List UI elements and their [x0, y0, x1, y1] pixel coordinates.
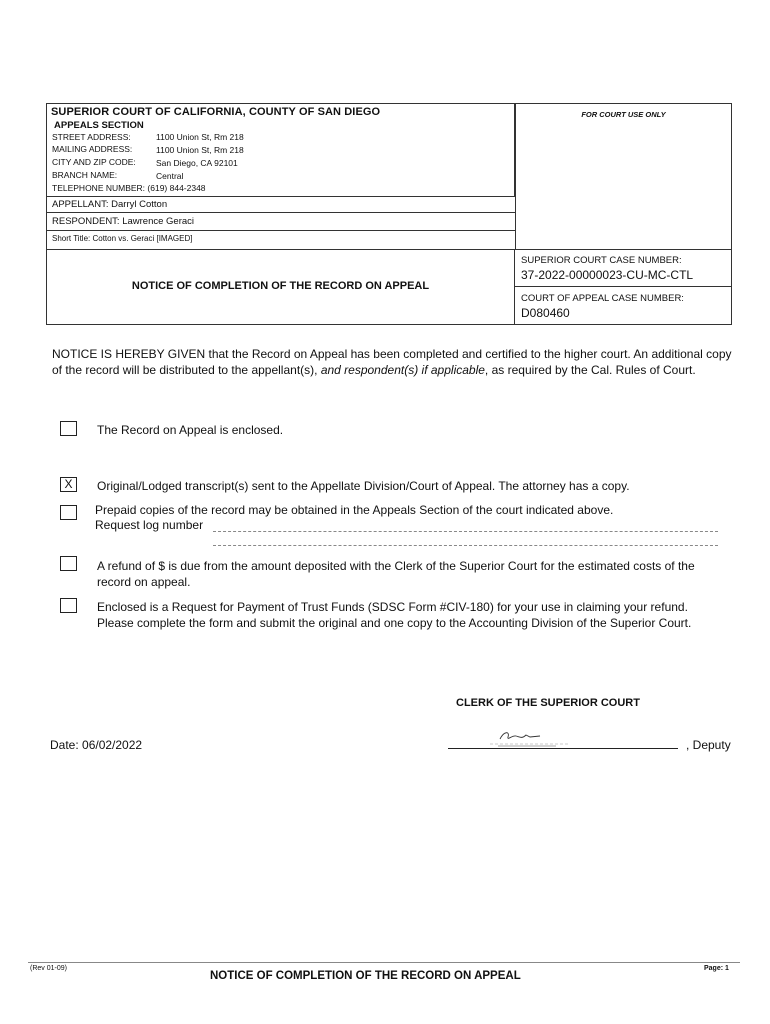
telephone: TELEPHONE NUMBER: (619) 844-2348 — [52, 183, 206, 193]
signature-image — [460, 727, 590, 749]
refund-checkbox[interactable] — [60, 556, 77, 571]
deputy-label: , Deputy — [686, 738, 731, 752]
transcript-sent-checkbox[interactable]: X — [60, 477, 77, 492]
refund-label: A refund of $ is due from the amount deposited with the Clerk of the Superior Court for the estimated costs of the record on appeal. — [97, 559, 695, 589]
request-log-line — [213, 531, 718, 532]
notice-text: NOTICE IS HEREBY GIVEN that the Record on Appeal has been completed and certified to the higher court. An additional copy of the record will be distributed to the appellant(s), — [52, 347, 732, 377]
request-log-label: Request log number — [95, 518, 204, 532]
city-zip-label: CITY AND ZIP CODE: — [52, 157, 136, 167]
date: Date: 06/02/2022 — [50, 738, 143, 752]
appellant: APPELLANT: Darryl Cotton — [52, 199, 168, 210]
branch-name-label: BRANCH NAME: — [52, 170, 118, 180]
footer-divider — [28, 962, 740, 963]
city-zip-value: San Diego, CA 92101 — [156, 158, 238, 168]
superior-case-number: 37-2022-00000023-CU-MC-CTL — [521, 268, 694, 282]
respondent: RESPONDENT: Lawrence Geraci — [52, 216, 195, 227]
street-address-label: STREET ADDRESS: — [52, 132, 131, 142]
divider — [46, 230, 515, 231]
clerk-heading: CLERK OF THE SUPERIOR COURT — [456, 697, 640, 709]
short-title: Short Title: Cotton vs. Geraci [IMAGED] — [52, 234, 193, 243]
prepaid-copies-label: Prepaid copies of the record may be obtained in the Appeals Section of the court indicated above. — [95, 503, 614, 517]
record-enclosed-checkbox[interactable] — [60, 421, 77, 436]
divider — [46, 196, 515, 197]
prepaid-copies-checkbox[interactable] — [60, 505, 77, 520]
revision: (Rev 01-09) — [30, 965, 67, 972]
court-use-box — [515, 103, 732, 249]
appeal-case-label: COURT OF APPEAL CASE NUMBER: — [521, 293, 684, 304]
footer-title: NOTICE OF COMPLETION OF THE RECORD ON APPEAL — [210, 970, 521, 982]
trust-funds-checkbox[interactable] — [60, 598, 77, 613]
court-use-label: FOR COURT USE ONLY — [581, 110, 666, 119]
street-address-value: 1100 Union St, Rm 218 — [156, 132, 244, 142]
divider — [515, 249, 732, 250]
trust-funds-label: Enclosed is a Request for Payment of Trust Funds (SDSC Form #CIV-180) for your use in claiming your refund. Please complete the form and submit the original and one copy to the Accounting Division of the Superior Court. — [97, 600, 692, 630]
transcript-sent-label: Original/Lodged transcript(s) sent to the Appellate Division/Court of Appeal. The attorney has a copy. — [97, 479, 630, 493]
mailing-address-value: 1100 Union St, Rm 218 — [156, 145, 244, 155]
branch-name-value: Central — [156, 171, 184, 181]
signature-line — [448, 748, 678, 749]
notice-title: NOTICE OF COMPLETION OF THE RECORD ON APPEAL — [131, 280, 430, 292]
divider — [515, 286, 732, 287]
record-enclosed-label: The Record on Appeal is enclosed. — [97, 423, 284, 437]
notice-italic-text: and respondent(s) if applicable — [320, 362, 485, 377]
mailing-address-label: MAILING ADDRESS: — [52, 144, 133, 154]
divider — [46, 212, 515, 213]
request-log-line-2 — [213, 545, 718, 546]
court-name: SUPERIOR COURT OF CALIFORNIA, COUNTY OF SAN DIEGO — [51, 106, 381, 118]
section-name: APPEALS SECTION — [54, 120, 144, 131]
page-number: Page: 1 — [704, 965, 729, 972]
superior-case-label: SUPERIOR COURT CASE NUMBER: — [521, 255, 682, 266]
notice-paragraph — [52, 347, 732, 378]
appeal-case-number: D080460 — [521, 306, 570, 320]
notice-text-end: , as required by the Cal. Rules of Court. — [484, 362, 696, 377]
